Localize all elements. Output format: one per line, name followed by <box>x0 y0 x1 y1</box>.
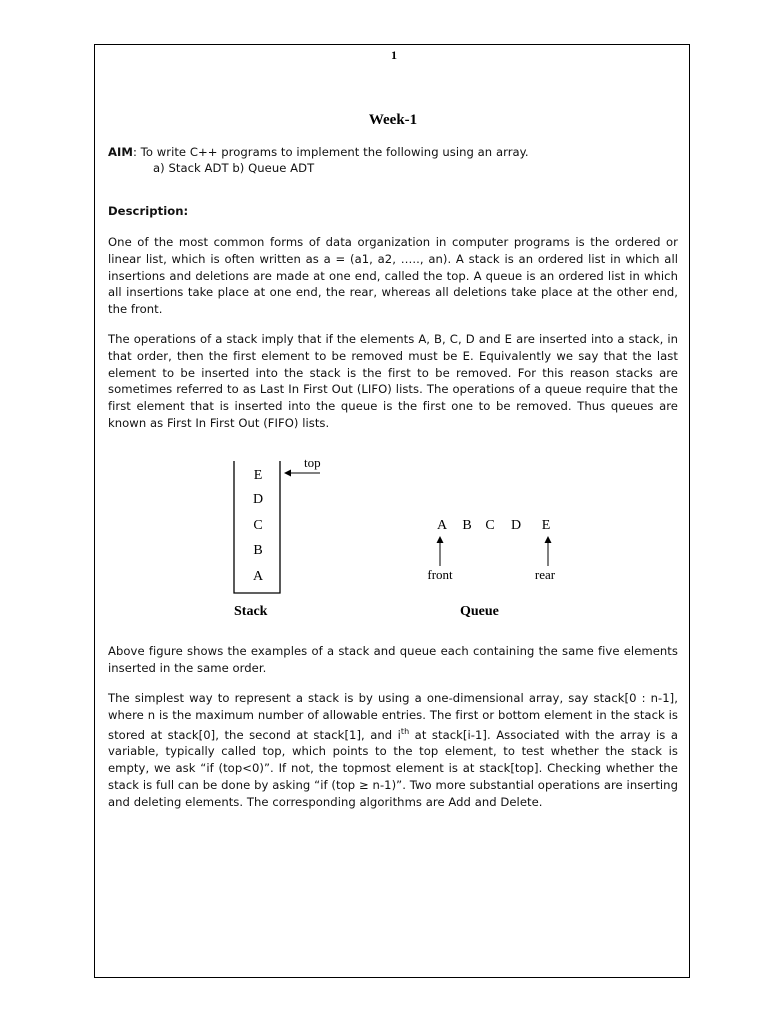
stack-element: D <box>252 492 264 507</box>
aim-label: AIM <box>108 145 133 159</box>
aim-line <box>108 145 678 161</box>
page-border <box>94 44 690 978</box>
queue-element: C <box>485 518 495 533</box>
queue-element: A <box>436 518 448 533</box>
description-heading: Description: <box>108 204 189 218</box>
queue-caption: Queue <box>460 604 499 619</box>
stack-element: B <box>253 543 263 558</box>
rear-label: rear <box>534 567 556 582</box>
aim-text: : To write C++ programs to implement the following using an array. <box>132 145 529 159</box>
description-paragraph-2: The operations of a stack imply that if the elements A, B, C, D and E are inserted into a stack, in that order, then the first element to be removed must be E. Equivalently we say that the last element to be inserted into the stack is the first to be removed. For this reason stacks are sometimes referred to as Last In First Out (LIFO) lists. The operations of a queue require that the first element that is inserted into the queue is the first one to be removed. Thus queues are known as First In First Out (FIFO) lists. <box>108 332 678 430</box>
figure-explanation-paragraph: Above figure shows the examples of a stack and queue each containing the same five elements inserted in the same order. <box>108 644 678 675</box>
ith-superscript: th <box>400 726 410 736</box>
stack-array-paragraph <box>108 690 678 810</box>
week-title: Week-1 <box>368 112 418 128</box>
queue-element: E <box>541 518 551 533</box>
stack-array-text-part2: at stack[i-1]. Associated with the array is a variable, typically called top, which points to the top element, to test whether the stack is empty, we ask “if (top<0)”. If not, the topmost element is at stack[top]. Checking whether the stack is full can be done by asking “if (top ≥ n-1)”. Two more substantial operations are inserting and deleting elements. The corresponding algorithms are Add and Delete. <box>108 727 678 809</box>
top-label: top <box>304 455 321 470</box>
stack-array-text-part1: The simplest way to represent a stack is by using a one-dimensional array, say stack[0 : n-1], where n is the maximum number of allowable entries. The first or bottom element in the stack is stored at stack[0], the second at stack[1], and i <box>108 691 678 742</box>
queue-element: B <box>462 518 472 533</box>
page-number: 1 <box>391 48 397 62</box>
description-paragraph-1: One of the most common forms of data organization in computer programs is the ordered or linear list, which is often written as a = (a1, a2, ….., an). A stack is an ordered list in which all insertions and deletions are made at one end, called the top. A queue is an ordered list in which all insertions take place at one end, the rear, whereas all deletions take place at the other end, the front. <box>108 235 678 317</box>
stack-element: E <box>253 468 263 483</box>
front-label: front <box>427 567 453 582</box>
queue-element: D <box>510 518 522 533</box>
aim-section <box>108 145 678 176</box>
stack-caption: Stack <box>234 604 268 619</box>
stack-element: A <box>252 569 264 584</box>
aim-items: a) Stack ADT b) Queue ADT <box>153 160 315 175</box>
stack-element: C <box>253 518 263 533</box>
